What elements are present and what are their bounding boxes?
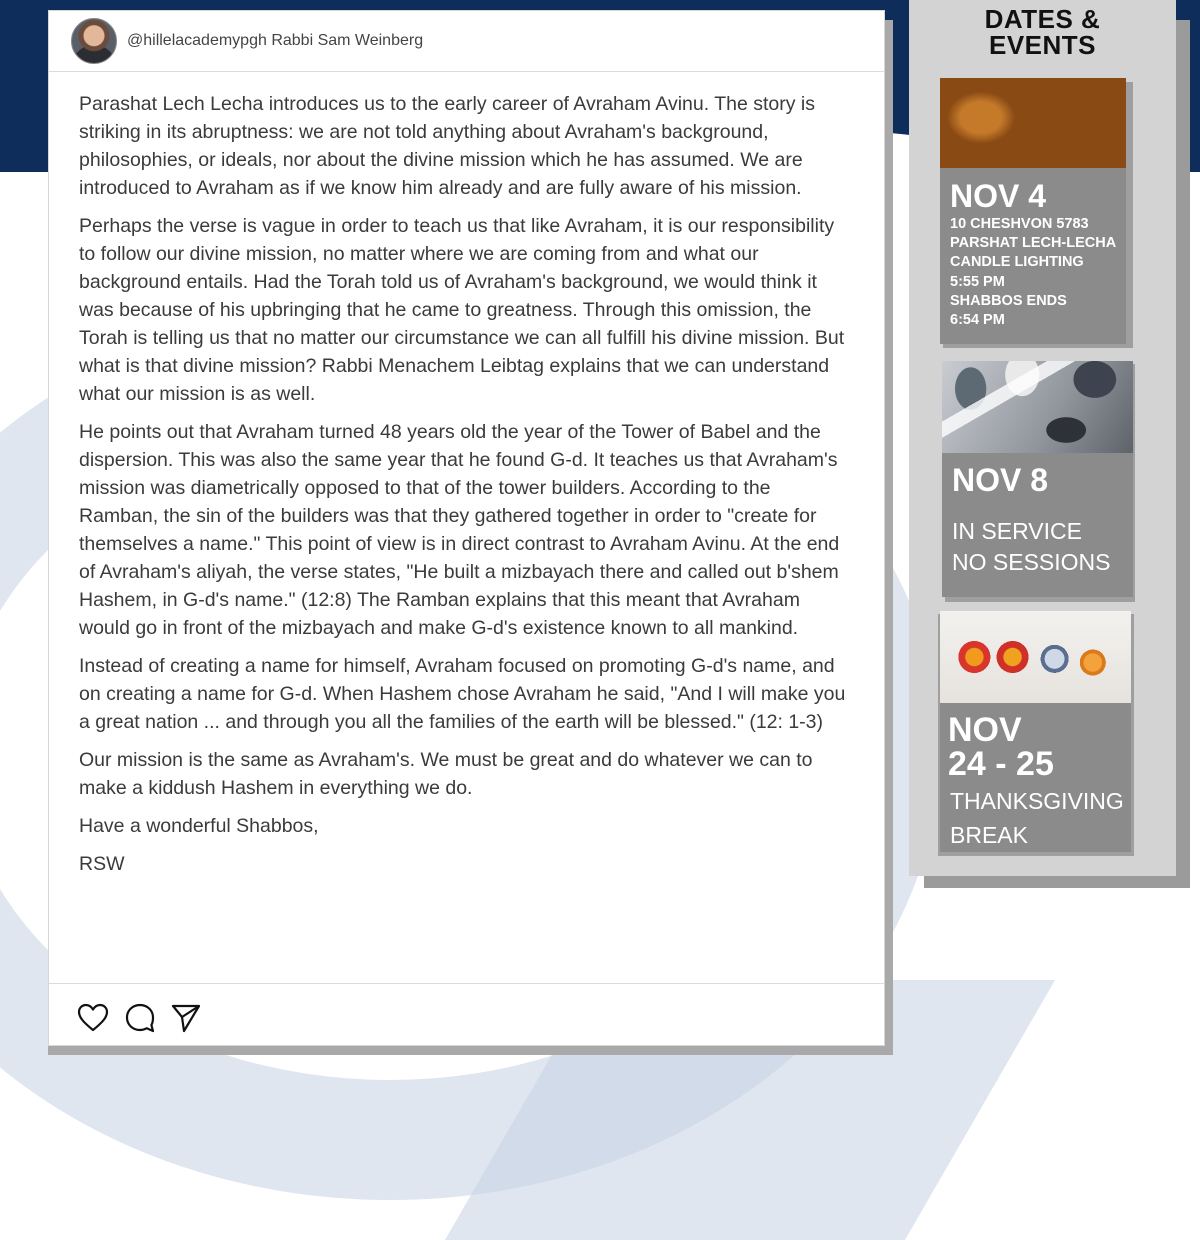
event-card-nov24[interactable]: [940, 611, 1131, 852]
post-signature: RSW: [79, 853, 125, 875]
event-details: 10 CHESHVON 5783 PARSHAT LECH-LECHA CANDLE LIGHTING 5:55 PM SHABBOS ENDS 6:54 PM: [950, 216, 1117, 329]
post-paragraph: Our mission is the same as Avraham's. We must be great and do whatever we can to make a kiddush Hashem in everything we do.: [79, 749, 813, 799]
social-post-card: [48, 10, 885, 1046]
event-card-nov8[interactable]: [942, 361, 1133, 597]
event-details: THANKSGIVING BREAK: [950, 788, 1124, 848]
event-card-nov4[interactable]: [940, 78, 1126, 344]
meeting-image: [942, 361, 1133, 453]
post-actions: [49, 983, 884, 1047]
post-handle[interactable]: @hillelacademypgh Rabbi Sam Weinberg: [127, 32, 424, 49]
event-date: NOV 4: [950, 178, 1047, 214]
event-date: NOV 8: [952, 462, 1049, 498]
post-paragraph: Perhaps the verse is vague in order to teach us that like Avraham, it is our responsibility to follow our divine mission, no matter where we are coming from and what our background entails. Had the Torah told us of Avraham's background, we would think it was because of his upbringing that he came to greatness. Through this omission, the Torah is telling us that no matter our circumstance we can all fulfill his divine mission. But what is that divine mission? Rabbi Menachem Leibtag explains that we can understand what our mission is as well.: [79, 215, 845, 405]
avatar[interactable]: [71, 18, 117, 64]
post-body: [49, 72, 884, 878]
dates-events-sidebar: [909, 0, 1176, 876]
heart-icon[interactable]: [77, 1002, 109, 1034]
send-icon[interactable]: [170, 1002, 202, 1034]
post-paragraph: Instead of creating a name for himself, Avraham focused on promoting G-d's name, and on creating a name for G-d. When Hashem chose Avraham he said, "And I will make you a great nation ... and through you all the families of the earth will be blessed." (12: 1-3): [79, 655, 846, 733]
post-paragraph: Have a wonderful Shabbos,: [79, 815, 319, 837]
comment-icon[interactable]: [124, 1002, 156, 1034]
post-header: [49, 11, 884, 72]
event-details: IN SERVICE NO SESSIONS: [952, 518, 1111, 575]
event-date: NOV 24 - 25: [948, 711, 1054, 783]
post-paragraph: Parashat Lech Lecha introduces us to the early career of Avraham Avinu. The story is striking in its abruptness: we are not told anything about Avraham's background, philosophies, or ideals, nor about the divine mission which he has assumed. We are introduced to Avraham as if we know him already and are fully aware of his mission.: [79, 93, 816, 199]
challah-image: [940, 78, 1126, 168]
turkey-image: [940, 611, 1131, 703]
post-paragraph: He points out that Avraham turned 48 years old the year of the Tower of Babel and the dispersion. This was also the same year that he found G-d. It teaches us that Avraham's mission was diametrically opposed to that of the tower builders. According to the Ramban, the sin of the builders was that they gathered together in order to "create for themselves a name." This point of view is in direct contrast to Avraham Avinu. At the end of Avraham's aliyah, the verse states, "He built a mizbayach there and called out b'shem Hashem, in G-d's name." (12:8) The Ramban explains that this meant that Avraham would go in front of the mizbayach and make G-d's existence known to all mankind.: [79, 421, 840, 639]
sidebar-title: DATES & EVENTS: [984, 4, 1101, 60]
